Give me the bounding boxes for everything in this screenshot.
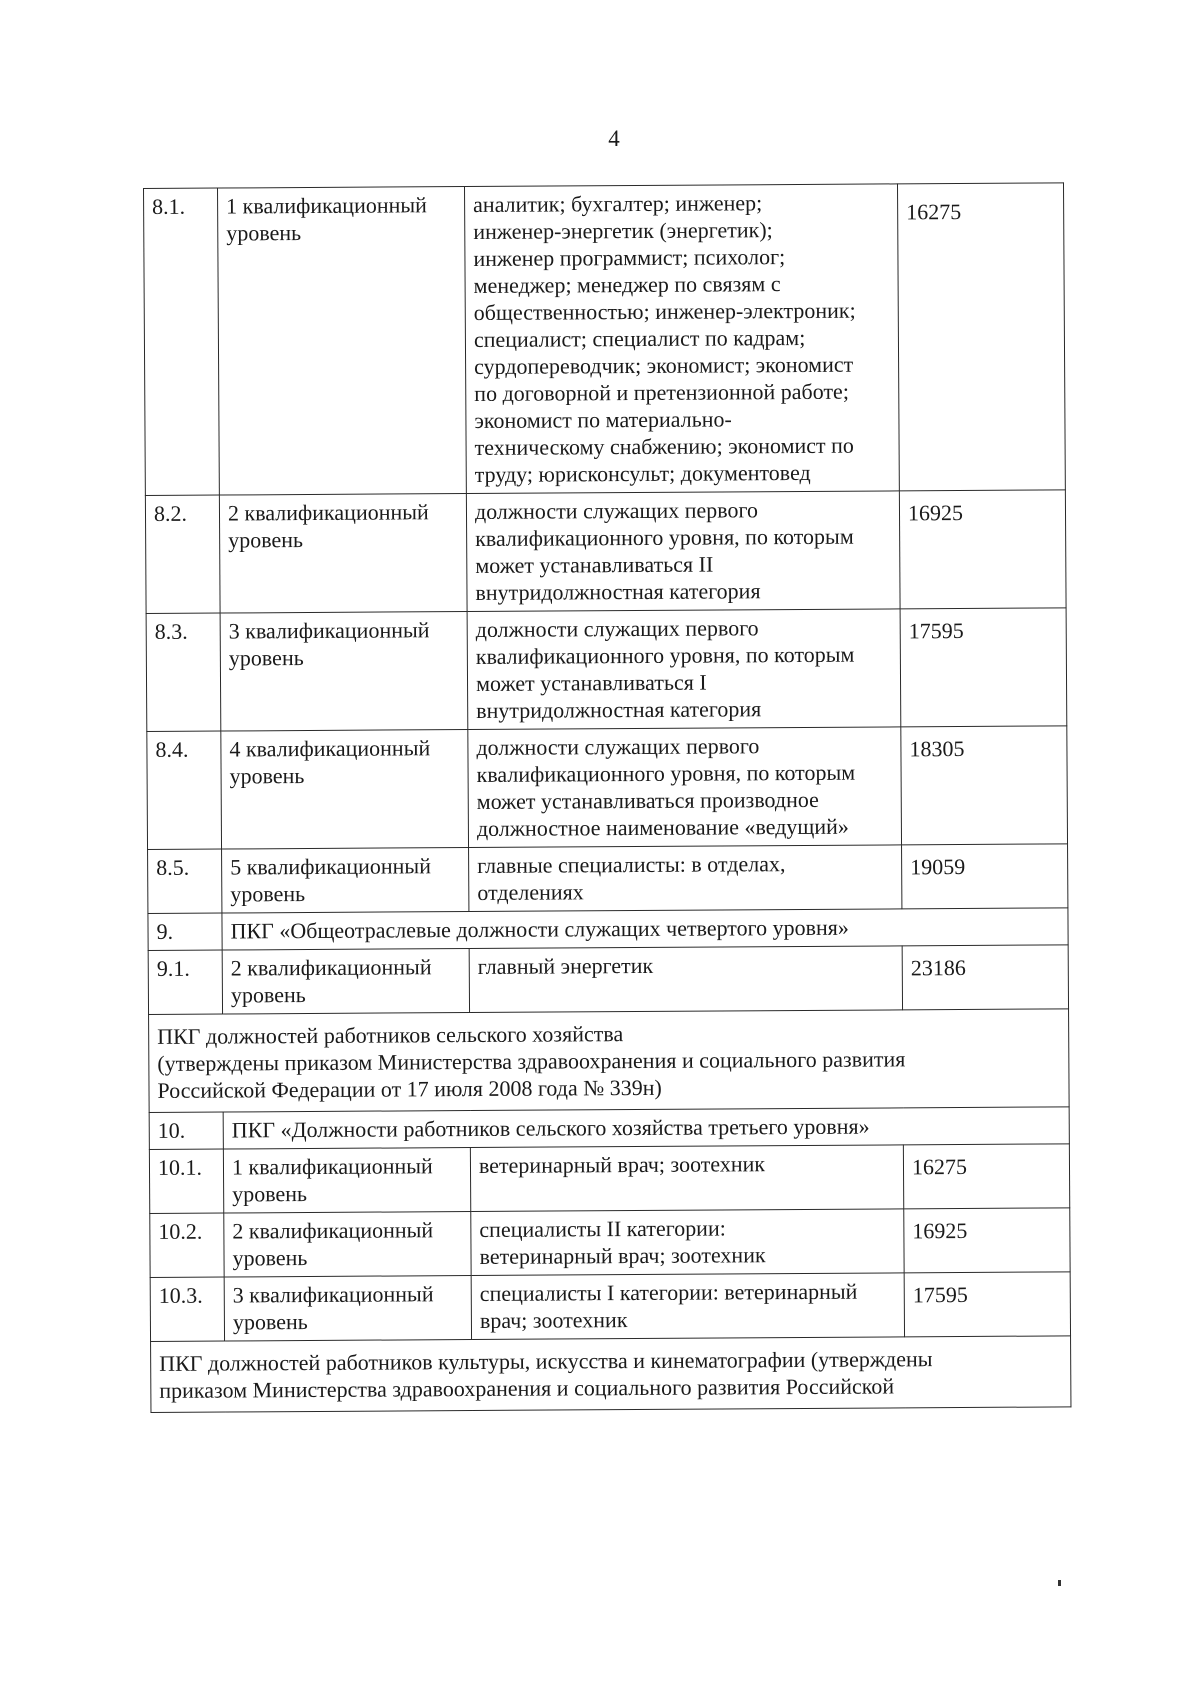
row-number: 10.1. [149, 1149, 223, 1213]
row-number: 8.2. [145, 495, 220, 613]
salary-table [143, 182, 1071, 1413]
salary-amount: 18305 [901, 726, 1068, 845]
table-row [144, 183, 1066, 496]
page-number: 4 [608, 126, 620, 151]
qualification-level: 2 квалификационный уровень [219, 494, 467, 614]
qualification-level: 3 квалификационный уровень [224, 1276, 471, 1342]
table-row [146, 608, 1067, 732]
salary-amount: 23186 [902, 945, 1068, 1010]
row-number: 8.5. [148, 849, 222, 913]
group-number: 9. [148, 913, 222, 950]
position-list: должности служащих первого квалификационного уровня, по которым может устанавливаться I внутридолжностная категория [467, 609, 901, 730]
group-number: 10. [149, 1112, 223, 1149]
salary-amount: 19059 [902, 844, 1068, 909]
row-number: 10.2. [150, 1213, 224, 1277]
row-number: 8.1. [144, 188, 220, 495]
table-row [150, 1272, 1070, 1342]
qualification-level: 4 квалификационный уровень [221, 730, 469, 850]
row-number: 8.3. [146, 613, 221, 731]
table-row [150, 1208, 1070, 1278]
qualification-level: 1 квалификационный уровень [218, 187, 467, 496]
group-row [148, 908, 1068, 951]
section-row [149, 1009, 1070, 1113]
group-title: ПКГ «Общеотраслевые должности служащих четвертого уровня» [222, 908, 1068, 950]
row-number: 8.4. [147, 731, 222, 849]
qualification-level: 3 квалификационный уровень [220, 612, 468, 732]
scan-mark [1058, 1580, 1061, 1586]
salary-amount: 16925 [899, 490, 1066, 609]
salary-amount: 17595 [900, 608, 1067, 727]
position-list: ветеринарный врач; зоотехник [470, 1145, 903, 1212]
row-number: 10.3. [150, 1277, 224, 1341]
table-row [148, 945, 1068, 1015]
group-row [149, 1107, 1069, 1150]
position-list: специалисты I категории: ветеринарный врач; зоотехник [471, 1273, 904, 1340]
position-list: специалисты II категории: ветеринарный врач; зоотехник [471, 1209, 904, 1276]
salary-amount: 16275 [903, 1144, 1069, 1209]
position-list: главный энергетик [469, 946, 902, 1013]
table-row [147, 726, 1068, 850]
table-row [145, 490, 1066, 614]
section-heading-culture: ПКГ должностей работников культуры, искусства и кинематографии (утверждены приказом Министерства здравоохранения и социального развития Российской [151, 1336, 1071, 1413]
table-row [149, 1144, 1069, 1214]
position-list: аналитик; бухгалтер; инженер; инженер-энергетик (энергетик); инженер программист; психолог; менеджер; менеджер по связям с общественностью; инженер-электроник; специалист; специалист по кадрам; сурдопереводчик; экономист; экономист по договорной и претензионной работе; экономист по материально- техническому снабжению; экономист по труду; юрисконсульт; документовед [464, 184, 899, 494]
salary-amount: 16925 [904, 1208, 1070, 1273]
position-list: должности служащих первого квалификационного уровня, по которым может устанавливаться производное должностное наименование «ведущий» [468, 727, 902, 848]
row-number: 9.1. [148, 950, 222, 1014]
position-list: главные специалисты: в отделах, отделениях [469, 845, 902, 912]
qualification-level: 5 квалификационный уровень [222, 848, 469, 914]
position-list: должности служащих первого квалификационного уровня, по которым может устанавливаться II внутридолжностная категория [466, 491, 900, 612]
salary-amount: 17595 [904, 1272, 1070, 1337]
section-row [151, 1336, 1071, 1413]
qualification-level: 2 квалификационный уровень [222, 949, 469, 1015]
salary-amount: 16275 [897, 183, 1065, 491]
qualification-level: 2 квалификационный уровень [224, 1212, 471, 1278]
group-title: ПКГ «Должности работников сельского хозяйства третьего уровня» [223, 1107, 1069, 1149]
qualification-level: 1 квалификационный уровень [223, 1148, 470, 1214]
table-row [148, 844, 1068, 914]
section-heading-agriculture: ПКГ должностей работников сельского хозяйства (утверждены приказом Министерства здравоохранения и социального развития Российской Федерации от 17 июля 2008 года № 339н) [149, 1009, 1070, 1113]
